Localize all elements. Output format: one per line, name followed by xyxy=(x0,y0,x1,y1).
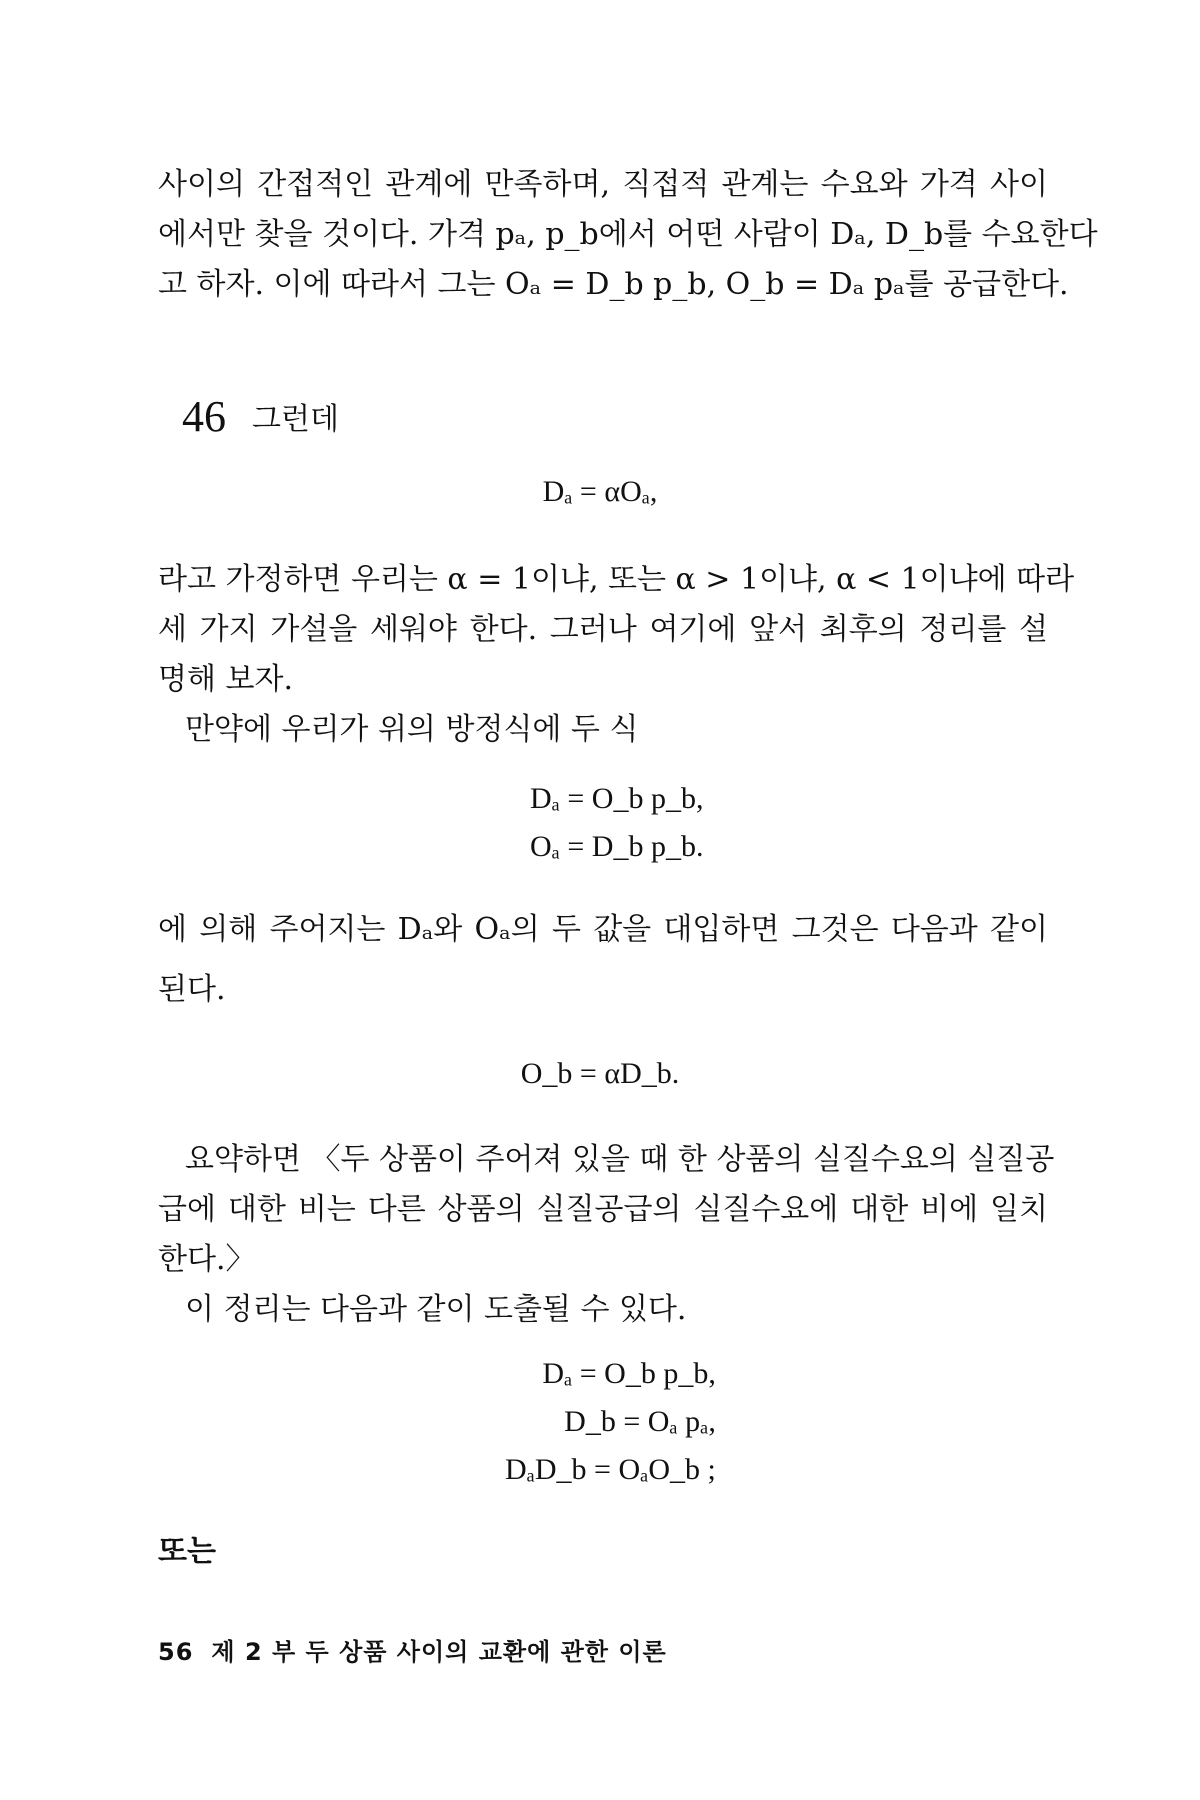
paragraph-line: 또는 xyxy=(158,1534,216,1569)
section-number: 46 xyxy=(182,392,226,441)
paragraph-line: 명해 보자. xyxy=(158,662,293,697)
running-title: 제 2 부 두 상품 사이의 교환에 관한 이론 xyxy=(211,1638,667,1666)
page-footer xyxy=(158,1635,667,1669)
equation: O_b = αD_b. xyxy=(520,1057,680,1090)
paragraph-line: 라고 가정하면 우리는 α = 1이냐, 또는 α > 1이냐, α < 1이냐에 따라 xyxy=(158,562,1075,597)
paragraph-line: 고 하자. 이에 따라서 그는 Oₐ = D_b p_b, O_b = Dₐ pₐ를 공급한다. xyxy=(158,267,1069,302)
equation: Dₐ = O_b p_b, xyxy=(530,782,704,815)
paragraph-line: 사이의 간접적인 관계에 만족하며, 직접적 관계는 수요와 가격 사이 xyxy=(158,167,1048,202)
paragraph-line: 에 의해 주어지는 Dₐ와 Oₐ의 두 값을 대입하면 그것은 다음과 같이 xyxy=(158,912,1048,947)
equation: Dₐ = αOₐ, xyxy=(542,475,658,508)
equation: Dₐ = O_b p_b, xyxy=(542,1357,716,1390)
paragraph-line: 이 정리는 다음과 같이 도출될 수 있다. xyxy=(185,1292,687,1327)
paragraph-line: 요약하면 〈두 상품이 주어져 있을 때 한 상품의 실질수요의 실질공 xyxy=(185,1142,1055,1177)
equation: D_b = Oₐ pₐ, xyxy=(564,1405,716,1438)
paragraph-line: 된다. xyxy=(158,972,226,1007)
equation-block xyxy=(530,775,703,871)
paragraph-line: 에서만 찾을 것이다. 가격 pₐ, p_b에서 어떤 사람이 Dₐ, D_b를 수요한다 xyxy=(158,217,1098,252)
equation-block xyxy=(505,1350,716,1494)
paragraph-line: 만약에 우리가 위의 방정식에 두 식 xyxy=(185,712,639,747)
equation: Oₐ = D_b p_b. xyxy=(530,830,704,863)
equation: DₐD_b = OₐO_b ; xyxy=(505,1453,716,1486)
paragraph-line: 급에 대한 비는 다른 상품의 실질공급의 실질수요에 대한 비에 일치 xyxy=(158,1192,1048,1227)
page-number: 56 xyxy=(158,1638,194,1666)
paragraph-line: 세 가지 가설을 세워야 한다. 그러나 여기에 앞서 최후의 정리를 설 xyxy=(158,612,1048,647)
paragraph-line: 한다.〉 xyxy=(158,1242,256,1277)
section-title: 그런데 xyxy=(252,402,339,437)
